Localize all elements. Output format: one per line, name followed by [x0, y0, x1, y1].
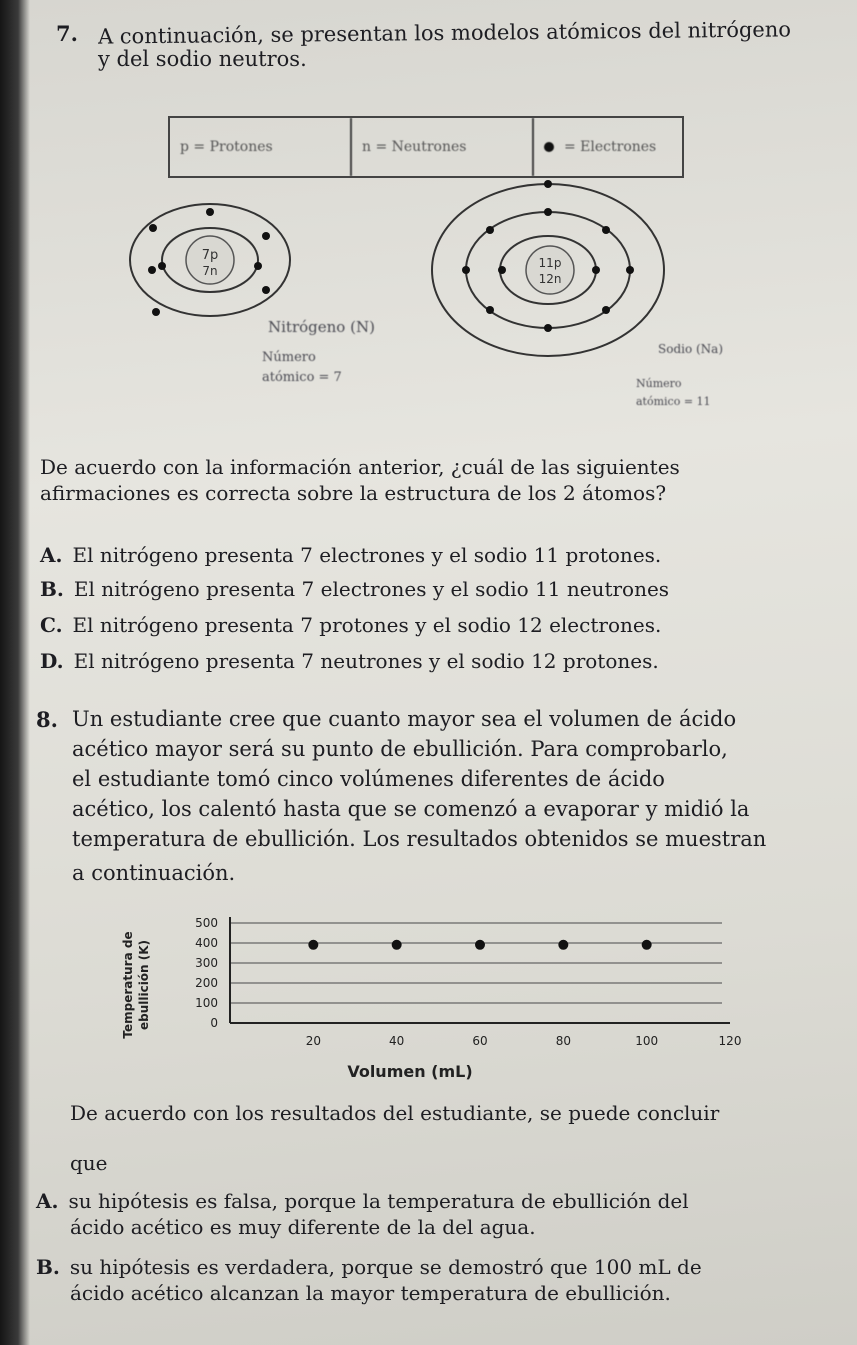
electron	[592, 266, 600, 274]
sodium-model	[432, 180, 664, 356]
sodium-nucleus-protons: 11p	[538, 256, 562, 270]
chart-x-tick-label: 120	[718, 1034, 742, 1048]
chart-x-tick-label: 80	[555, 1034, 571, 1048]
option-text-line1: su hipótesis es falsa, porque la temperatura de ebullición del	[68, 1189, 689, 1213]
question-8-text-line1: Un estudiante cree que cuanto mayor sea el volumen de ácido	[72, 707, 737, 731]
chart-x-tick-label: 20	[305, 1034, 321, 1048]
question-8-text-line3: el estudiante tomó cinco volúmenes diferentes de ácido	[72, 767, 665, 791]
electron	[158, 262, 166, 270]
chart-gridlines	[230, 917, 730, 1023]
nitrogen-nucleus-protons: 7p	[201, 248, 219, 263]
sodium-atomic-number-value: atómico = 11	[636, 395, 711, 408]
question-7-number: 7.	[56, 21, 78, 46]
electron	[206, 208, 214, 216]
question-8-prompt-line1: De acuerdo con los resultados del estudiante, se puede concluir	[70, 1101, 720, 1125]
nitrogen-model	[130, 204, 290, 316]
option-letter: A.	[36, 1189, 59, 1213]
question-7-prompt-line1: De acuerdo con la información anterior, ¿cuál de las siguientes	[40, 455, 680, 479]
chart-data-point	[475, 940, 485, 950]
question-8-option-b[interactable]	[36, 1254, 702, 1280]
legend-neutrons: n = Neutrones	[352, 118, 534, 176]
nitrogen-atomic-number-value: atómico = 7	[262, 370, 342, 385]
option-letter: C.	[40, 613, 63, 637]
electron	[498, 266, 506, 274]
electron	[544, 324, 552, 332]
chart-x-axis-label: Volumen (mL)	[347, 1062, 473, 1081]
chart-x-tick-label: 100	[635, 1034, 659, 1048]
option-text: El nitrógeno presenta 7 protones y el sodio 12 electrones.	[72, 613, 662, 637]
option-letter: B.	[36, 1255, 60, 1279]
electron-icon	[544, 142, 554, 152]
electron	[462, 266, 470, 274]
electron	[486, 306, 494, 314]
option-text-line1: su hipótesis es verdadera, porque se demostró que 100 mL de	[69, 1255, 702, 1279]
chart-data-point	[642, 940, 652, 950]
nitrogen-nucleus-neutrons: 7n	[202, 264, 218, 278]
electron	[626, 266, 634, 274]
question-7-text-line1: A continuación, se presentan los modelos atómicos del nitrógeno	[97, 17, 792, 49]
atom-models-figure	[0, 180, 857, 420]
option-text: El nitrógeno presenta 7 electrones y el sodio 11 neutrones	[73, 577, 670, 601]
sodium-atomic-number-label: Número	[636, 377, 682, 390]
question-8-option-a-line2: ácido acético es muy diferente de la del agua.	[70, 1215, 536, 1239]
sodium-nucleus-neutrons: 12n	[538, 272, 562, 286]
legend-electrons	[534, 118, 682, 176]
question-8-text-line5: temperatura de ebullición. Los resultados obtenidos se muestran	[72, 827, 767, 851]
electron	[262, 286, 270, 294]
chart-y-ticks	[195, 916, 218, 1030]
electron	[544, 208, 552, 216]
electron	[254, 262, 262, 270]
question-7-option-a[interactable]	[40, 542, 661, 568]
question-7-option-c[interactable]	[40, 612, 661, 638]
legend-protons: p = Protones	[170, 118, 352, 176]
question-8-option-b-line2: ácido acético alcanzan la mayor temperatura de ebullición.	[70, 1281, 671, 1305]
boiling-point-chart	[110, 905, 750, 1085]
question-8-number: 8.	[36, 707, 58, 732]
question-8-text-line6: a continuación.	[72, 861, 236, 885]
option-text: El nitrógeno presenta 7 electrones y el sodio 11 protones.	[72, 543, 662, 567]
electron	[602, 306, 610, 314]
question-7-text-line2: y del sodio neutros.	[98, 47, 307, 71]
electron	[544, 180, 552, 188]
sodium-name: Sodio (Na)	[658, 342, 724, 356]
electron	[152, 308, 160, 316]
chart-y-tick-label: 200	[195, 976, 218, 990]
electron	[486, 226, 494, 234]
nitrogen-name: Nitrógeno (N)	[268, 318, 375, 336]
chart-y-tick-label: 0	[210, 1016, 218, 1030]
sodium-nucleus	[526, 246, 574, 294]
chart-y-tick-label: 300	[195, 956, 218, 970]
question-7-prompt-line2: afirmaciones es correcta sobre la estructura de los 2 átomos?	[40, 481, 667, 505]
chart-x-tick-label: 60	[472, 1034, 488, 1048]
legend-electrons-label: = Electrones	[564, 139, 657, 155]
chart-x-tick-label: 40	[389, 1034, 405, 1048]
electron	[149, 224, 157, 232]
chart-data-point	[308, 940, 318, 950]
electron	[602, 226, 610, 234]
nitrogen-atomic-number-label: Número	[262, 350, 316, 365]
chart-y-tick-label: 500	[195, 916, 218, 930]
question-8-text-line2: acético mayor será su punto de ebullición. Para comprobarlo,	[72, 737, 728, 761]
chart-y-axis-label-line2: ebullición (K)	[137, 939, 151, 1031]
chart-y-axis-label-line1: Temperatura de	[121, 931, 135, 1039]
chart-y-tick-label: 100	[195, 996, 218, 1010]
atom-legend	[168, 116, 684, 178]
option-letter: A.	[40, 543, 63, 567]
option-letter: B.	[40, 577, 64, 601]
option-text: El nitrógeno presenta 7 neutrones y el sodio 12 protones.	[73, 649, 659, 673]
question-7-option-b[interactable]	[40, 576, 669, 602]
electron	[148, 266, 156, 274]
option-letter: D.	[40, 649, 64, 673]
chart-data-point	[392, 940, 402, 950]
chart-x-ticks	[306, 1034, 742, 1048]
chart-points	[308, 940, 651, 950]
chart-data-point	[558, 940, 568, 950]
electron	[262, 232, 270, 240]
chart-y-tick-label: 400	[195, 936, 218, 950]
question-8-prompt-line2: que	[70, 1151, 108, 1175]
question-8-option-a[interactable]	[36, 1188, 689, 1214]
question-7-option-d[interactable]	[40, 648, 659, 674]
question-8-text-line4: acético, los calentó hasta que se comenzó a evaporar y midió la	[72, 797, 750, 821]
